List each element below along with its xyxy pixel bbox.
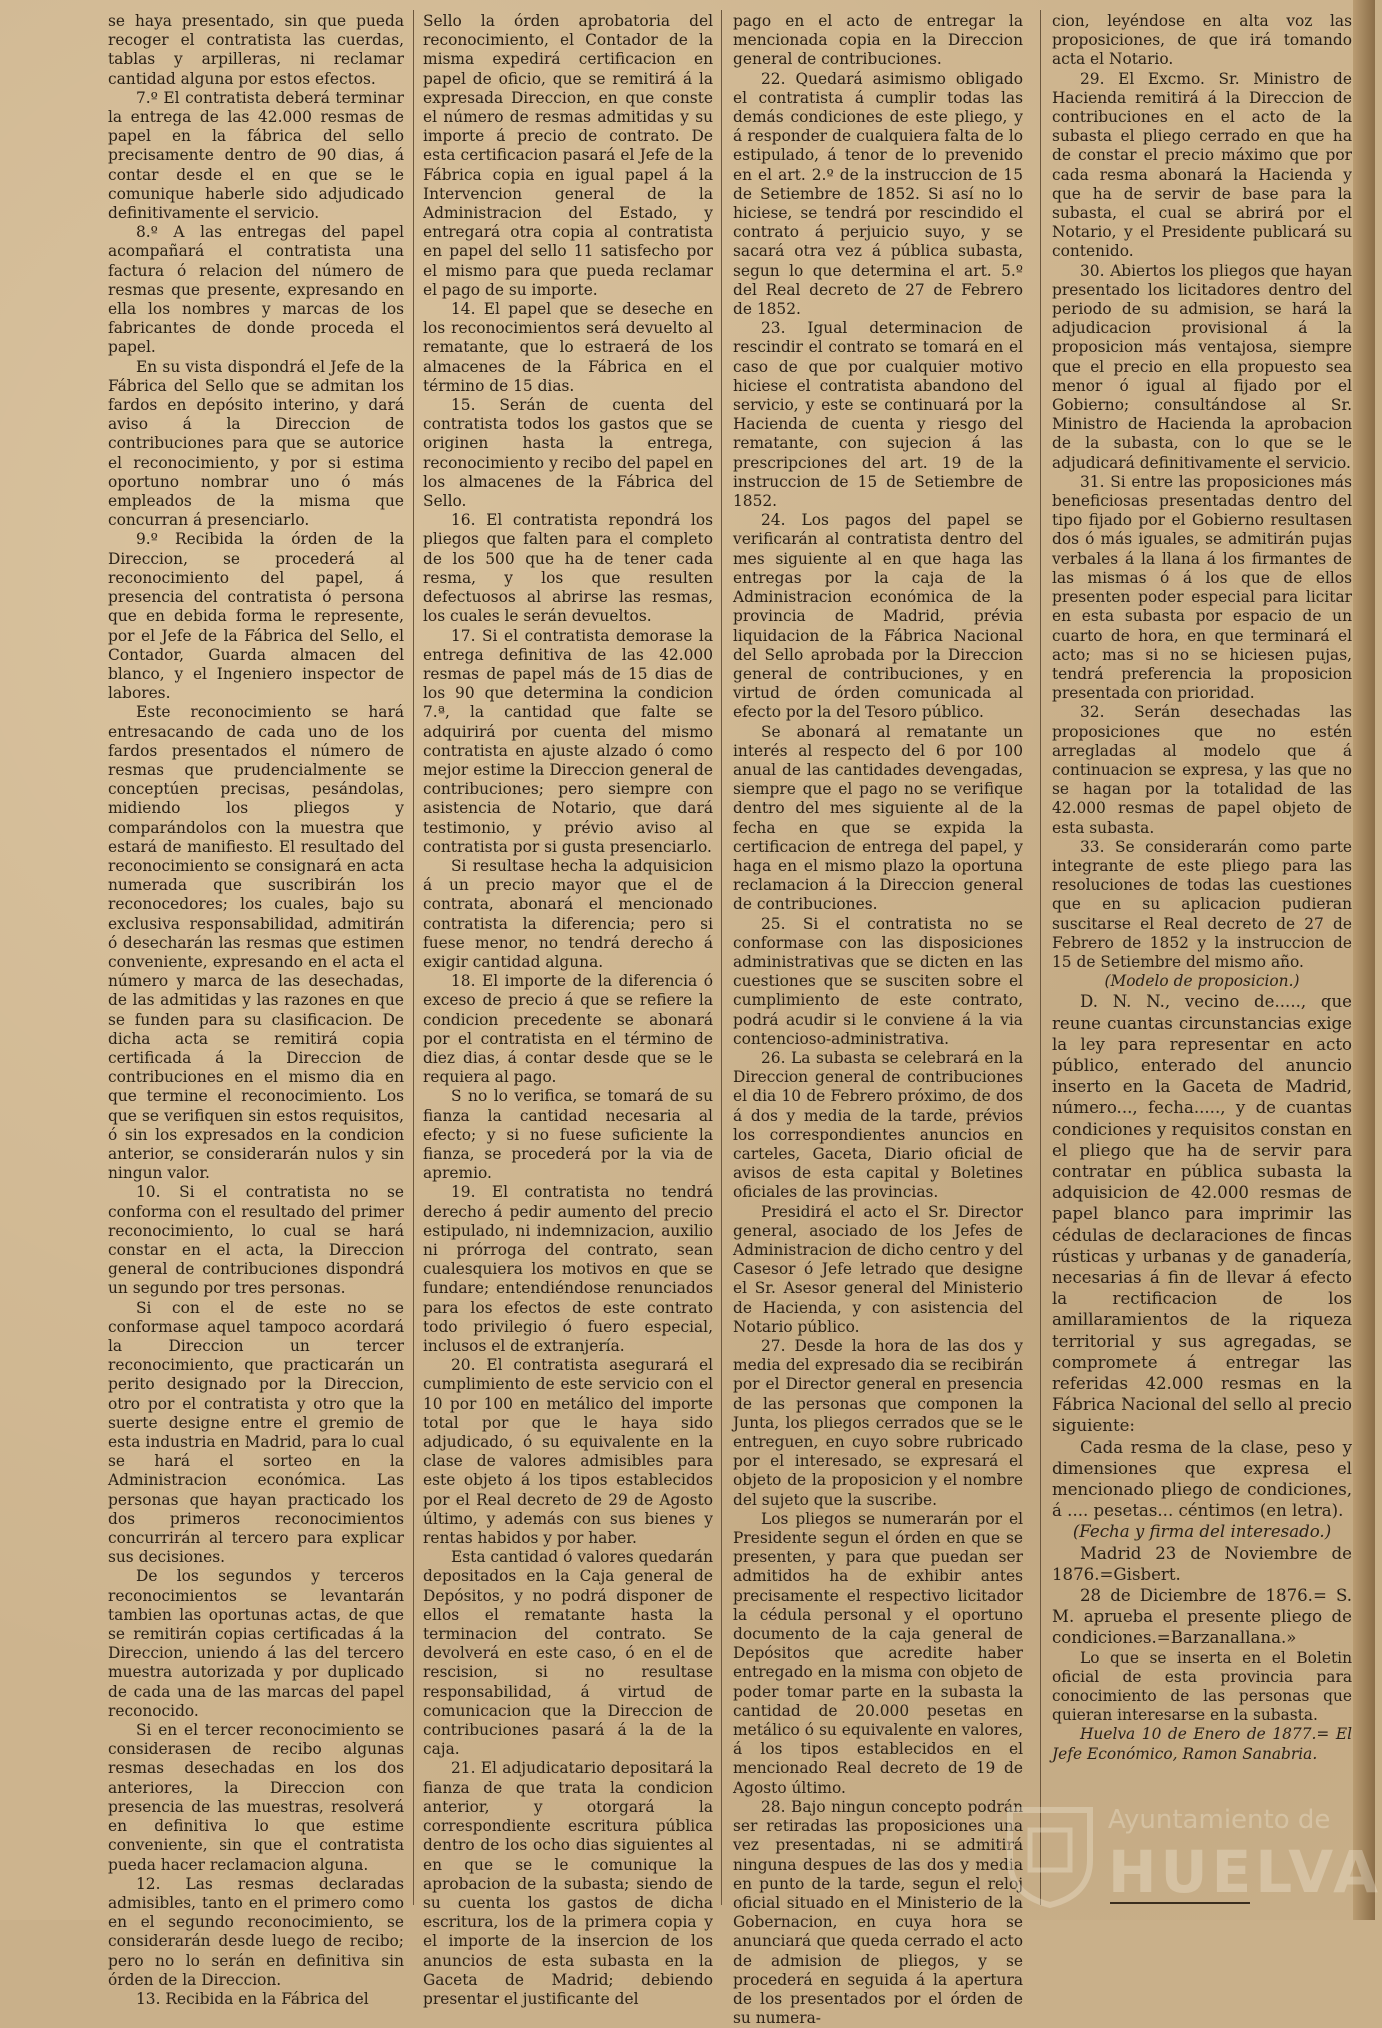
paragraph: Si resultase hecha la adquisicion á un precio mayor que el de contrata, abonará el mencionado contratista la diferencia; pero si fuese menor, no tendrá derecho á exigir cantidad alguna. [423,856,713,971]
paragraph: En su vista dispondrá el Jefe de la Fábrica del Sello que se admitan los fardos en depósito interino, y dará aviso á la Direccion de contribuciones para que se autorice el reconocimiento, y por si estima oportuno nombrar uno ó más empleados de la misma que concurran á presenciarlo. [108,357,404,530]
paragraph: 8.º A las entregas del papel acompañará el contratista una factura ó relacion del número de resmas que presente, expresando en ella los nombres y marcas de los fabricantes de donde proceda el papel. [108,223,404,357]
paragraph: (Fecha y firma del interesado.) [1072,1522,1332,1542]
paragraph: 10. Si el contratista no se conforma con el resultado del primer reconocimiento, lo cual se hará constar en el acta, la Direccion general de contribuciones dispondrá un segundo por tres personas. [108,1183,404,1298]
text-column-1 [108,12,404,2008]
paragraph: se haya presentado, sin que pueda recoger el contratista las cuerdas, tablas y arpilleras, ni reclamar cantidad alguna por estos efectos. [108,12,404,88]
watermark-line-1: Ayuntamiento de [1108,1805,1331,1835]
paragraph: 29. El Excmo. Sr. Ministro de Hacienda remitirá á la Direccion de contribuciones en el acto de la subasta el pliego cerrado en que ha de constar el precio máximo que por cada resma abonará la Hacienda y que ha de servir de base para la subasta, el cual se abrirá por el Notario, y el Presidente publicará su contenido. [1052,69,1352,261]
archive-watermark [1000,1800,1382,1910]
paragraph: 28 de Diciembre de 1876.= S. M. aprueba el presente pliego de condiciones.=Barzanallana.» [1052,1586,1352,1648]
paragraph: 33. Se considerarán como parte integrante de este pliego para las resoluciones de todas las cuestiones que en su aplicacion pudieran suscitarse el Real decreto de 27 de Febrero de 1852 y la instruccion de 15 de Setiembre del mismo año. [1052,837,1352,971]
paragraph: 23. Igual determinacion de rescindir el contrato se tomará en el caso de que por cualquier motivo hiciese el contratista abandono del servicio, y este se continuará por la Hacienda de cuenta y riesgo del rematante, con sujecion á las prescripciones del art. 19 de la instruccion de 15 de Setiembre de 1852. [733,319,1023,511]
paragraph: Este reconocimiento se hará entresacando de cada uno de los fardos presentados el número de resmas que prudencialmente se conceptúen precisas, pesándolas, midiendo los pliegos y comparándolos con la muestra que estará de manifiesto. El resultado del reconocimiento se consignará en acta numerada que suscribirán los reconocedores; los cuales, bajo su exclusiva responsabilidad, admitirán ó desecharán las resmas que estimen conveniente, expresando en el acta el número y marca de las desechadas, de las admitidas y las razones en que se funden para su clasificacion. De dicha acta se remitirá copia certificada á la Direccion de contribuciones en el mismo dia en que termine el reconocimiento. Los que se verifiquen sin estos requisitos, ó sin los expresados en la condicion anterior, se considerarán nulos y sin ningun valor. [108,703,404,1183]
paragraph: S no lo verifica, se tomará de su fianza la cantidad necesaria al efecto; y si no fuese suficiente la fianza, se procederá por la via de apremio. [423,1087,713,1183]
paragraph: Se abonará al rematante un interés al respecto del 6 por 100 anual de las cantidades devengadas, siempre que el pago no se verifique dentro del mes siguiente al de la fecha en que se expida la certificacion de entrega del papel, y haga en el mismo plazo la oportuna reclamacion á la Direccion general de contribuciones. [733,722,1023,914]
paragraph: 24. Los pagos del papel se verificarán al contratista dentro del mes siguiente al en que haga las entregas por la caja de la Administracion económica de la provincia de Madrid, prévia liquidacion de la Fábrica Nacional del Sello aprobada por la Direccion general de contribuciones, y en virtud de órden comunicada al efecto por la del Tesoro público. [733,511,1023,722]
paragraph: 26. La subasta se celebrará en la Direccion general de contribuciones el dia 10 de Febrero próximo, de dos á dos y media de la tarde, prévios los correspondientes anuncios en carteles, Gaceta, Diario oficial de avisos de esta capital y Boletines oficiales de las provincias. [733,1048,1023,1202]
paragraph: Sello la órden aprobatoria del reconocimiento, el Contador de la misma expedirá certificacion en papel de oficio, que se remitirá á la expresada Direccion, en que conste el número de resmas admitidas y su importe á precio de contrato. De esta certificacion pasará el Jefe de la Fábrica copia en igual papel á la Intervencion general de la Administracion del Estado, y entregará otra copia al contratista en papel del sello 11 satisfecho por el mismo para que pueda reclamar el pago de su importe. [423,12,713,299]
paragraph: Si con el de este no se conformase aquel tampoco acordará la Direccion un tercer reconocimiento, que practicarán un perito designado por la Direccion, otro por el contratista y otro que la suerte designe entre el gremio de esta industria en Madrid, para lo cual se hará el sorteo en la Administracion económica. Las personas que hayan practicado los dos primeros reconocimientos concurrirán al tercero para explicar sus decisiones. [108,1298,404,1567]
paragraph: 12. Las resmas declaradas admisibles, tanto en el primero como en el segundo reconocimiento, se considerarán desde luego de recibo; pero no lo serán en definitiva sin órden de la Direccion. [108,1874,404,1989]
paragraph: Madrid 23 de Noviembre de 1876.=Gisbert. [1052,1543,1352,1584]
paragraph: Presidirá el acto el Sr. Director general, asociado de los Jefes de Administracion de dicho centro y del Casesor ó Jefe letrado que designe el Sr. Asesor general del Ministerio de Hacienda, y con asistencia del Notario público. [733,1202,1023,1336]
column-rule [721,10,722,1905]
text-column-3 [733,12,1023,2028]
paragraph: 14. El papel que se deseche en los reconocimientos será devuelto al rematante, que lo estraerá de los almacenes de la Fábrica en el término de 15 dias. [423,300,713,395]
watermark-line-2: HUELVA [1108,1838,1382,1906]
paragraph: Cada resma de la clase, peso y dimensiones que expresa el mencionado pliego de condiciones, á .... pesetas... céntimos (en letra). [1052,1437,1352,1521]
paragraph: 18. El importe de la diferencia ó exceso de precio á que se refiere la condicion precedente se abonará por el contratista en el término de diez dias, á contar desde que se le requiera al pago. [423,972,713,1087]
page-edge [1353,0,1375,1920]
paragraph: 13. Recibida en la Fábrica del [136,1989,369,2008]
paragraph: 28. Bajo ningun concepto podrán ser retiradas las proposiciones una vez presentadas, ni se admitirá ninguna despues de las dos y media en punto de la tarde, segun el reloj oficial situado en el Ministerio de la Gobernacion, en cuya hora se anunciará que queda cerrado el acto de admision de pliegos, y se procederá en seguida á la apertura de los presentados por el órden de su numera- [733,1797,1023,2028]
paragraph: D. N. N., vecino de....., que reune cuantas circunstancias exige la ley para representar en acto público, enterado del anuncio inserto en la Gaceta de Madrid, número..., fecha....., y de cuantas condiciones y requisitos constan en el pliego que ha de servir para contratar en pública subasta la adquisicion de 42.000 resmas de papel blanco para imprimir las cédulas de declaraciones de fincas rústicas y urbanas y de ganadería, necesarias á fin de llevar á efecto la rectificacion de los amillaramientos de la riqueza territorial y sus agregadas, se compromete á entregar las referidas 42.000 resmas en la Fábrica Nacional del sello al precio siguiente: [1052,992,1352,1436]
text-column-2 [423,12,713,2008]
paragraph: 22. Quedará asimismo obligado el contratista á cumplir todas las demás condiciones de este pliego, y á responder de cualquiera falta de lo estipulado, á tenor de lo prevenido en el art. 2.º de la instruccion de 15 de Setiembre de 1852. Si así no lo hiciese, se tendrá por rescindido el contrato á perjuicio suyo, y se sacará otra vez á pública subasta, segun lo que determina el art. 5.º del Real decreto de 27 de Febrero de 1852. [733,69,1023,319]
paragraph: 32. Serán desechadas las proposiciones que no estén arregladas al modelo que á continuacion se expresa, y las que no se hagan por la totalidad de las 42.000 resmas de papel objeto de esta subasta. [1052,703,1352,837]
paragraph: 9.º Recibida la órden de la Direccion, se procederá al reconocimiento del papel, á presencia del contratista ó persona que en debida forma le represente, por el Jefe de la Fábrica del Sello, el Contador, Guarda almacen del blanco, y el Ingeniero inspector de labores. [108,530,404,703]
paragraph: Los pliegos se numerarán por el Presidente segun el órden en que se presenten, y para que puedan ser admitidos ha de exhibir antes precisamente el respectivo licitador la cédula personal y el oportuno documento de la caja general de Depósitos que acredite haber entregado en la misma con objeto de poder tomar parte en la subasta la cantidad de 20.000 pesetas en metálico ó su equivalente en valores, á los tipos establecidos en el mencionado Real decreto de 19 de Agosto último. [733,1509,1023,1797]
paragraph: pago en el acto de entregar la mencionada copia en la Direccion general de contribuciones. [733,12,1023,69]
paragraph: 19. El contratista no tendrá derecho á pedir aumento del precio estipulado, ni indemnizacion, auxilio ni prórroga del contrato, sean cualesquiera los motivos en que se fundare; entendiéndose renunciados para los efectos de este contrato todo privilegio ó fuero especial, inclusos el de extranjería. [423,1183,713,1356]
paragraph: De los segundos y terceros reconocimientos se levantarán tambien las oportunas actas, de que se remitirán copias certificadas á la Direccion, uniendo á las del tercero muestra autorizada y por duplicado de cada una de las marcas del papel reconocido. [108,1567,404,1720]
paragraph: Si en el tercer reconocimiento se considerasen de recibo algunas resmas desechadas en los dos anteriores, la Direccion con presencia de las muestras, resolverá en definitiva lo que estime conveniente, sin que el contratista pueda hacer reclamacion alguna. [108,1721,404,1874]
city-shield-icon [1000,1800,1100,1910]
paragraph: 17. Si el contratista demorase la entrega definitiva de las 42.000 resmas de papel más de 15 dias de los 90 que determina la condicion 7.ª, la cantidad que falte se adquirirá por cuenta del mismo contratista en ajuste alzado ó como mejor estime la Direccion general de contribuciones; pero siempre con asistencia de Notario, que dará testimonio, y prévio aviso al contratista por si gusta presenciarlo. [423,626,713,856]
column-rule [413,10,414,1905]
paragraph: 7.º El contratista deberá terminar la entrega de las 42.000 resmas de papel en la fábrica del sello precisamente dentro de 90 dias, á contar desde el en que se le comunique haberle sido adjudicado definitivamente el servicio. [108,88,404,223]
text-column-4 [1052,12,1352,1907]
paragraph: 30. Abiertos los pliegos que hayan presentado los licitadores dentro del periodo de su admision, se hará la adjudicacion provisional á la proposicion más ventajosa, siempre que el precio en ella propuesto sea menor ó igual al fijado por el Gobierno; consultándose al Sr. Ministro de Hacienda la aprobacion de la subasta, con lo que se le adjudicará definitivamente el servicio. [1052,261,1352,472]
column-rule [1040,10,1041,1905]
paragraph: Huelva 10 de Enero de 1877.= El Jefe Económico, Ramon Sanabria. [1052,1725,1352,1763]
paragraph: 31. Si entre las proposiciones más beneficiosas presentadas dentro del tipo fijado por el Gobierno resultasen dos ó más iguales, se admitirán pujas verbales á la llana á los firmantes de las mismas ó á los que de ellos presenten poder especial para licitar en esta subasta por espacio de un cuarto de hora, en que terminará el acto; mas si no se hiciesen pujas, tendrá preferencia la proposicion presentada con prioridad. [1052,472,1352,703]
paragraph: 27. Desde la hora de las dos y media del expresado dia se recibirán por el Director general en presencia de las personas que componen la Junta, los pliegos cerrados que se le entreguen, en cuyo sobre rubricado por el interesado, se expresará el objeto de la proposicion y el nombre del sujeto que la suscribe. [733,1337,1023,1509]
paragraph: 25. Si el contratista no se conformase con las disposiciones administrativas que se dicten en las cuestiones que se susciten sobre el cumplimiento de este contrato, podrá acudir si le conviene á la via contencioso-administrativa. [733,914,1023,1048]
paragraph: Esta cantidad ó valores quedarán depositados en la Caja general de Depósitos, y no podrá disponer de ellos el rematante hasta la terminacion del contrato. Se devolverá en este caso, ó en el de rescision, si no resultase responsabilidad, á virtud de comunicacion que la Direccion de contribuciones pasará á la de la caja. [423,1548,713,1759]
paragraph: cion, leyéndose en alta voz las proposiciones, de que irá tomando acta el Notario. [1052,12,1352,69]
paragraph: 15. Serán de cuenta del contratista todos los gastos que se originen hasta la entrega, reconocimiento y recibo del papel en los almacenes de la Fábrica del Sello. [423,396,713,511]
paragraph: 20. El contratista asegurará el cumplimiento de este servicio con el 10 por 100 en metálico del importe total por que le haya sido adjudicado, ó su equivalente en la clase de valores admisibles para este objeto á los tipos establecidos por el Real decreto de 29 de Agosto último, y además con sus bienes y rentas habidos y por haber. [423,1356,713,1548]
paragraph: 16. El contratista repondrá los pliegos que falten para el completo de los 500 que ha de tener cada resma, y los que resulten defectuosos al abrirse las resmas, los cuales le serán devueltos. [423,511,713,626]
paragraph: 21. El adjudicatario depositará la fianza de que trata la condicion anterior, y otorgará la correspondiente escritura pública dentro de los ocho dias siguientes al en que se le comunique la aprobacion de la subasta; siendo de su cuenta los gastos de dicha escritura, los de la primera copia y el importe de la insercion de los anuncios de esta subasta en la Gaceta de Madrid; debiendo presentar el justificante del [423,1759,713,2008]
paragraph: Lo que se inserta en el Boletin oficial de esta provincia para conocimiento de las personas que quieran interesarse en la subasta. [1052,1648,1352,1725]
modelo-title: (Modelo de proposicion.) [1104,972,1300,991]
